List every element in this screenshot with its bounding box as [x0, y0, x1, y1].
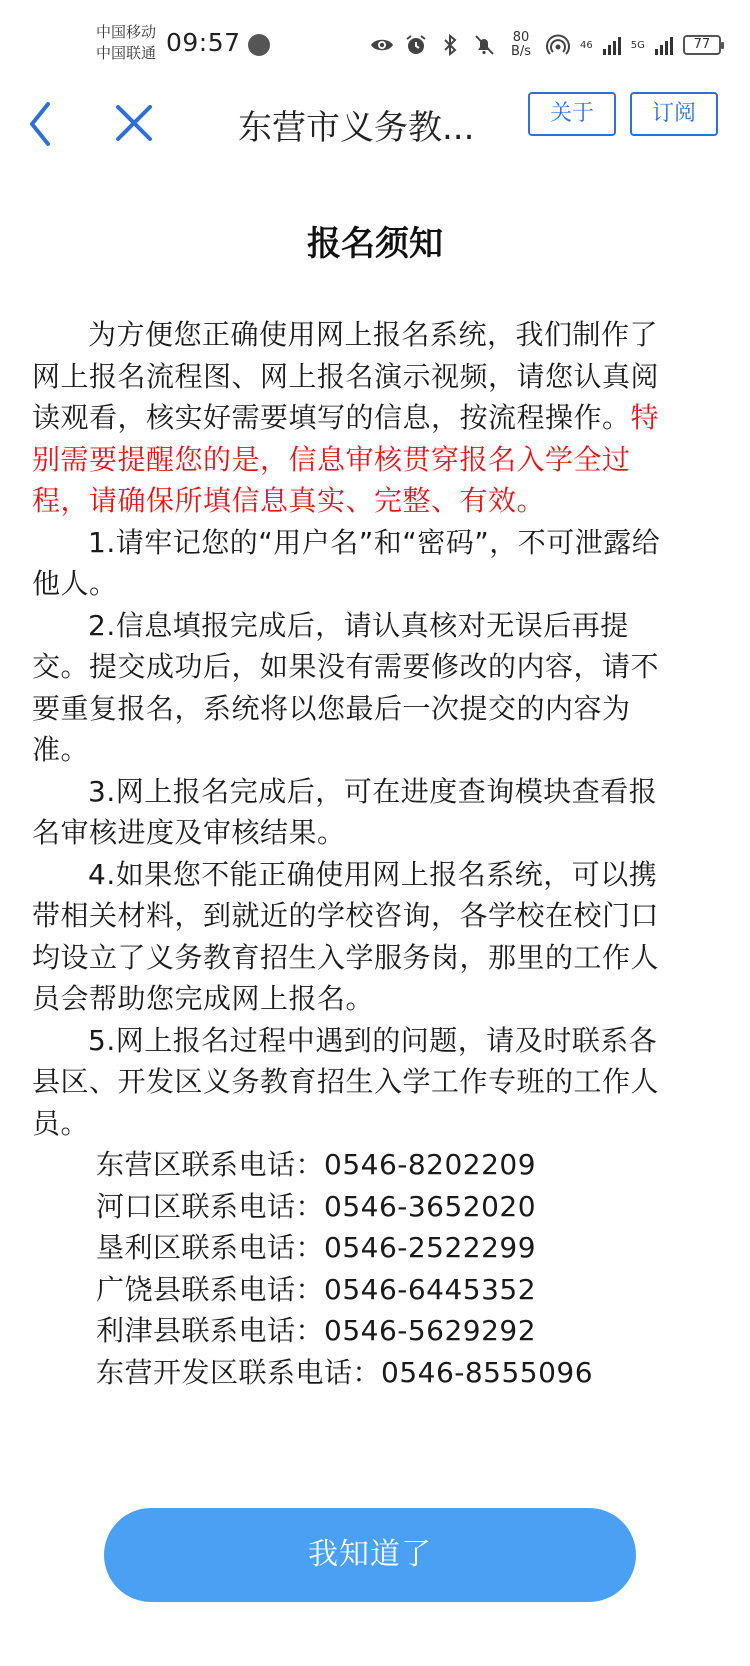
eye-icon — [370, 33, 394, 57]
page-title: 东营市义务教... — [238, 108, 475, 148]
about-button[interactable]: 关于 — [528, 92, 616, 136]
phone-item[interactable]: 河口区联系电话：0546-3652020 — [96, 1189, 537, 1223]
carrier-1: 中国移动 — [96, 23, 157, 41]
signal-2-label: 5G — [630, 39, 645, 51]
hotspot-icon — [546, 33, 570, 57]
notice-item: 2.信息填报完成后，请认真核对无误后再提交。提交成功后，如果没有需要修改的内容，请不要重复报名，系统将以您最后一次提交的内容为准。 — [32, 608, 660, 766]
status-bar — [0, 0, 750, 88]
net-speed — [506, 31, 536, 59]
mute-icon — [472, 33, 496, 57]
battery-level: 77 — [693, 37, 711, 52]
net-speed-unit: B/s — [510, 44, 532, 59]
phone-item[interactable]: 广饶县联系电话：0546-6445352 — [96, 1272, 537, 1306]
back-icon[interactable] — [24, 96, 60, 152]
phone-item[interactable]: 利津县联系电话：0546-5629292 — [96, 1314, 537, 1347]
carrier-info — [96, 22, 156, 64]
notice-title: 报名须知 — [307, 224, 443, 264]
recording-icon — [248, 34, 270, 56]
phone-list — [32, 1144, 682, 1393]
close-icon[interactable] — [112, 98, 156, 148]
signal-2-icon — [655, 35, 673, 55]
carrier-2: 中国联通 — [96, 44, 157, 62]
notice-item: 5.网上报名过程中遇到的问题，请及时联系各县区、开发区义务教育招生入学工作专班的工作人员。 — [32, 1023, 660, 1140]
phone-item[interactable]: 垦利区联系电话：0546-2522299 — [96, 1231, 537, 1264]
notice-item: 4.如果您不能正确使用网上报名系统，可以携带相关材料，到就近的学校咨询，各学校在校门口均设立了义务教育招生入学服务岗，那里的工作人员会帮助您完成网上报名。 — [32, 857, 660, 1015]
notice-content — [32, 314, 682, 1393]
alarm-icon — [404, 33, 428, 57]
net-speed-value: 80 — [512, 30, 530, 45]
intro-text: 为方便您正确使用网上报名系统，我们制作了网上报名流程图、网上报名演示视频，请您认真阅读观看，核实好需要填写的信息，按流程操作。 — [32, 318, 660, 434]
phone-item[interactable]: 东营区联系电话：0546-8202209 — [96, 1148, 537, 1181]
status-icons — [370, 30, 721, 60]
bluetooth-icon — [438, 33, 462, 57]
status-time: 09:57 — [166, 28, 241, 57]
battery-icon — [683, 35, 721, 55]
subscribe-button[interactable]: 订阅 — [630, 92, 718, 136]
confirm-button[interactable]: 我知道了 — [104, 1508, 636, 1602]
intro-highlight: 特别需要提醒您的是，信息审核贯穿报名入学全过程，请确保所填信息真实、完整、有效。 — [32, 401, 660, 517]
intro-paragraph — [32, 314, 682, 522]
signal-1-label: 46 — [580, 39, 593, 51]
nav-bar — [0, 88, 750, 164]
signal-1-icon — [603, 35, 621, 55]
phone-item[interactable]: 东营开发区联系电话：0546-8555096 — [96, 1355, 594, 1389]
notice-item: 3.网上报名完成后，可在进度查询模块查看报名审核进度及审核结果。 — [32, 774, 658, 849]
notice-item: 1.请牢记您的“用户名”和“密码”，不可泄露给他人。 — [32, 525, 661, 600]
